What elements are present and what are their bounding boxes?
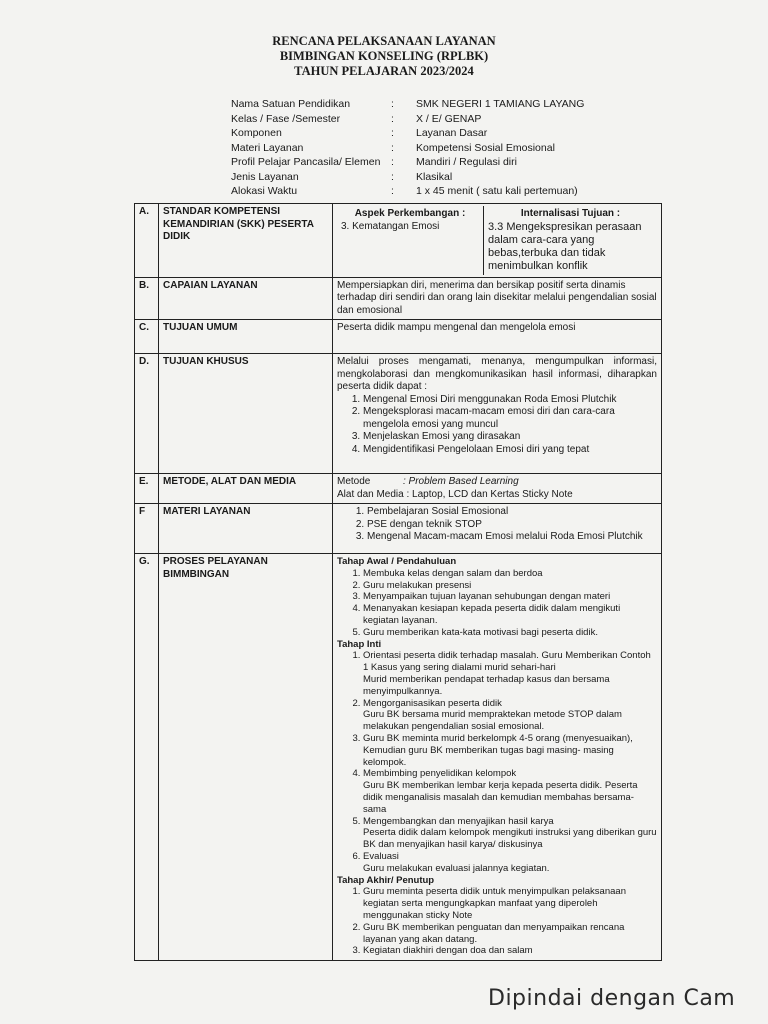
info-colon: : — [391, 185, 394, 197]
section-code: C. — [135, 320, 159, 354]
metode-line — [337, 476, 657, 489]
info-label: Profil Pelajar Pancasila/ Elemen — [231, 156, 381, 168]
tahap-inti-list — [337, 650, 657, 874]
section-code: G. — [135, 554, 159, 961]
info-row — [231, 97, 716, 112]
tahap-awal-list — [337, 568, 657, 639]
list-item — [363, 816, 657, 851]
list-item — [363, 733, 657, 768]
inti-detail: Peserta didik dalam kelompok mengikuti instruksi yang diberikan guru BK dan menyajikan hasil karya/ diskusinya — [363, 827, 657, 851]
section-a-row — [135, 204, 662, 278]
tujuan-khusus-content — [333, 354, 662, 474]
info-label: Alokasi Waktu — [231, 185, 298, 197]
list-item — [363, 650, 657, 697]
tujuan-khusus-list — [337, 394, 657, 457]
tahap-akhir-title: Tahap Akhir/ Penutup — [337, 874, 435, 886]
section-code: B. — [135, 277, 159, 320]
section-label: TUJUAN KHUSUS — [159, 354, 333, 474]
info-row — [231, 126, 716, 141]
section-label: TUJUAN UMUM — [159, 320, 333, 354]
list-item: 3. Menjelaskan Emosi yang dirasakan — [363, 431, 657, 444]
info-value: Layanan Dasar — [416, 127, 488, 139]
info-label: Jenis Layanan — [231, 170, 299, 183]
scanner-watermark: Dipindai dengan Cam — [488, 986, 736, 1011]
aspek-split — [337, 206, 657, 275]
doc-title-line-2: BIMBINGAN KONSELING (RPLBK) — [279, 49, 489, 63]
list-item: 3. Menyampaikan tujuan layanan sehubungan dengan materi — [363, 591, 657, 603]
list-item: 1. Guru meminta peserta didik untuk menyimpulkan pelaksanaan kegiatan serta mengungkapkan manfaat yang diperoleh menggunakan sticky Note — [363, 886, 657, 921]
inti-detail: Guru melakukan evaluasi jalannya kegiatan. — [363, 862, 550, 874]
tahap-awal-title: Tahap Awal / Pendahuluan — [337, 556, 457, 567]
info-value: Kompetensi Sosial Emosional — [416, 141, 555, 154]
info-label: Komponen — [231, 127, 282, 139]
inti-detail: Murid memberikan pendapat terhadap kasus dan bersama menyimpulkannya. — [363, 673, 610, 697]
info-value: X / E/ GENAP — [416, 112, 482, 125]
tahap-inti-title: Tahap Inti — [337, 638, 382, 650]
capaian-text: Mempersiapkan diri, menerima dan bersikap positif serta dinamis terhadap diri sendiri dan orang lain disekitar melalui pengendalian sosial dan emosional — [333, 277, 662, 320]
list-item: 3. Mengenal Macam-macam Emosi melalui Roda Emosi Plutchik — [367, 531, 657, 544]
tujuan-khusus-intro: Melalui proses mengamati, menanya, mengumpulkan informasi, mengkolaborasi dan mengkomunikasikan hasil informasi, diharapkan peserta didik dapat : — [337, 356, 657, 392]
section-c-row — [135, 320, 662, 354]
inti-main: Evaluasi — [363, 850, 399, 862]
list-item: 2. Mengeksplorasi macam-macam emosi diri dan cara-cara mengelola emosi yang muncul — [363, 406, 657, 431]
section-a-content — [333, 204, 662, 278]
tujuan-umum-text: Peserta didik mampu mengenal dan mengelola emosi — [333, 320, 662, 354]
info-row — [231, 170, 716, 185]
info-colon: : — [391, 112, 394, 125]
inti-main: Mengembangkan dan menyajikan hasil karya — [363, 815, 554, 827]
materi-list — [337, 506, 657, 544]
list-item — [363, 698, 657, 733]
info-colon: : — [391, 127, 394, 139]
inti-detail: Guru BK memberikan lembar kerja kepada peserta didik. Peserta didik menganalisis masalah dan kemudian membahas bersama-sama — [363, 780, 638, 815]
info-colon: : — [391, 156, 394, 168]
aspek-value: 3. Kematangan Emosi — [341, 220, 440, 232]
info-row — [231, 141, 716, 156]
info-label: Nama Satuan Pendidikan — [231, 98, 351, 110]
inti-detail: Kemudian guru BK memberikan tugas bagi masing- masing kelompok. — [363, 744, 614, 768]
info-block — [231, 97, 716, 199]
list-item: 1. Pembelajaran Sosial Emosional — [367, 506, 657, 519]
section-label: PROSES PELAYANAN BIMMBINGAN — [159, 554, 333, 961]
list-item: 2. Guru melakukan presensi — [363, 580, 657, 592]
info-row — [231, 155, 716, 170]
info-value: SMK NEGERI 1 TAMIANG LAYANG — [416, 98, 585, 110]
list-item: 3. Kegiatan diakhiri dengan doa dan salam — [363, 945, 657, 957]
info-colon: : — [391, 98, 394, 110]
info-colon: : — [391, 141, 394, 154]
info-value: 1 x 45 menit ( satu kali pertemuan) — [416, 185, 578, 197]
metode-label: Metode — [337, 476, 371, 487]
inti-main: Orientasi peserta didik terhadap masalah. Guru Memberikan Contoh 1 Kasus yang sering dialami murid sehari-hari — [363, 650, 651, 674]
info-value: Mandiri / Regulasi diri — [416, 156, 517, 168]
inti-main: Membimbing penyelidikan kelompok — [363, 768, 517, 780]
info-label: Materi Layanan — [231, 141, 304, 154]
info-colon: : — [391, 170, 394, 183]
section-label: METODE, ALAT DAN MEDIA — [159, 474, 333, 504]
aspek-title: Aspek Perkembangan : — [354, 208, 466, 219]
list-item: 5. Guru memberikan kata-kata motivasi bagi peserta didik. — [363, 627, 657, 639]
section-g-row — [135, 554, 662, 961]
inti-main: Guru BK meminta murid berkelompk 4-5 orang (menyesuaikan), — [363, 732, 633, 744]
list-item: 4. Mengidentifikasi Pengelolaan Emosi diri yang tepat — [363, 444, 657, 457]
section-e-row — [135, 474, 662, 504]
internalisasi-tujuan — [484, 206, 657, 275]
info-value: Klasikal — [416, 170, 453, 183]
section-label: CAPAIAN LAYANAN — [159, 277, 333, 320]
list-item: 1. Membuka kelas dengan salam dan berdoa — [363, 568, 657, 580]
inti-main: Mengorganisasikan peserta didik — [363, 697, 502, 709]
section-f-row — [135, 504, 662, 554]
tahap-akhir-list — [337, 886, 657, 957]
alat-media-line: Alat dan Media : Laptop, LCD dan Kertas Sticky Note — [337, 488, 573, 500]
metode-value: : Problem Based Learning — [403, 476, 519, 487]
list-item — [363, 851, 657, 875]
section-code: E. — [135, 474, 159, 504]
list-item: 2. Guru BK memberikan penguatan dan menyampaikan rencana layanan yang akan datang. — [363, 922, 657, 946]
doc-title-line-1: RENCANA PELAKSANAAN LAYANAN — [272, 34, 496, 48]
section-b-row — [135, 277, 662, 320]
info-label: Kelas / Fase /Semester — [231, 112, 341, 125]
section-label: MATERI LAYANAN — [159, 504, 333, 554]
list-item: 1. Mengenal Emosi Diri menggunakan Roda Emosi Plutchik — [363, 394, 657, 407]
materi-content — [333, 504, 662, 554]
internal-title: Internalisasi Tujuan : — [520, 208, 621, 219]
doc-title-line-3: TAHUN PELAJARAN 2023/2024 — [294, 64, 474, 78]
section-d-row — [135, 354, 662, 474]
section-label: STANDAR KOMPETENSI KEMANDIRIAN (SKK) PESERTA DIDIK — [159, 204, 333, 278]
metode-content — [333, 474, 662, 504]
proses-content — [333, 554, 662, 961]
section-code: F — [135, 504, 159, 554]
info-row — [231, 184, 716, 199]
info-row — [231, 112, 716, 127]
list-item — [363, 768, 657, 815]
list-item: 4. Menanyakan kesiapan kepada peserta didik dalam mengikuti kegiatan layanan. — [363, 603, 657, 627]
aspek-perkembangan — [337, 206, 484, 275]
section-code: A. — [135, 204, 159, 278]
list-item: 2. PSE dengan teknik STOP — [367, 519, 657, 532]
inti-detail: Guru BK bersama murid mempraktekan metode STOP dalam melakukan pengendalian sosial emosional. — [363, 709, 622, 733]
plan-table — [134, 203, 662, 961]
internal-value: 3.3 Mengekspresikan perasaan dalam cara-cara yang bebas,terbuka dan tidak menimbulkan konflik — [488, 220, 642, 272]
section-code: D. — [135, 354, 159, 474]
